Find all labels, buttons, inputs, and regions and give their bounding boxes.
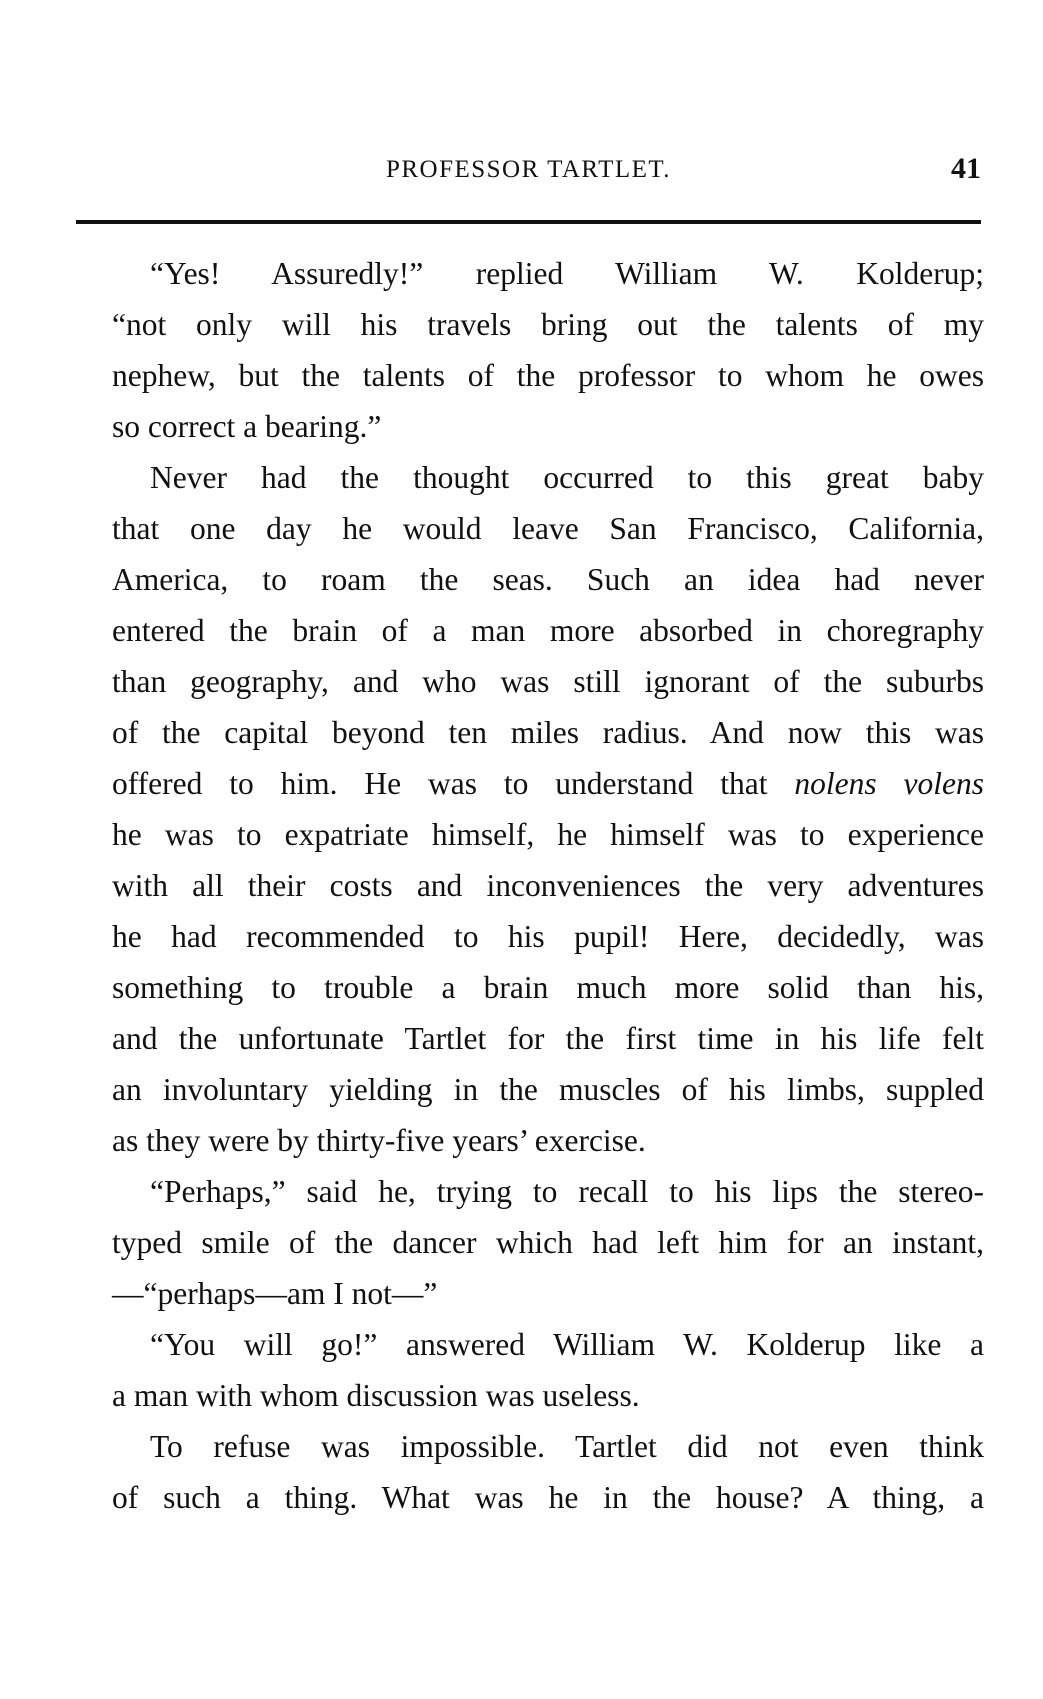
- text-line: nephew, but the talents of the professor to whom he owes: [112, 358, 984, 393]
- text-line: “not only will his travels bring out the talents of my: [112, 307, 984, 342]
- paragraph: [74, 248, 984, 452]
- text-line: than geography, and who was still ignorant of the suburbs: [112, 664, 984, 699]
- text-line: a man with whom discussion was useless.: [112, 1378, 640, 1413]
- text-line: of such a thing. What was he in the house? A thing, a: [112, 1480, 984, 1515]
- text-line: that one day he would leave San Francisco, California,: [112, 511, 984, 546]
- body-text: [74, 248, 984, 1523]
- header-rule: [76, 220, 981, 224]
- paragraph: [74, 1421, 984, 1523]
- text-line: Never had the thought occurred to this great baby: [150, 460, 984, 495]
- text-line: “You will go!” answered William W. Kolderup like a: [150, 1327, 984, 1362]
- text-line: entered the brain of a man more absorbed in choregraphy: [112, 613, 984, 648]
- text-line: To refuse was impossible. Tartlet did not even think: [150, 1429, 984, 1464]
- text-line: and the unfortunate Tartlet for the first time in his life felt: [112, 1021, 984, 1056]
- text-line: an involuntary yielding in the muscles of his limbs, suppled: [112, 1072, 984, 1107]
- text-line: “Yes! Assuredly!” replied William W. Kolderup;: [150, 256, 984, 291]
- text-line: [74, 758, 984, 809]
- text-line: typed smile of the dancer which had left him for an instant,: [112, 1225, 984, 1260]
- italic-phrase: nolens volens: [794, 766, 984, 801]
- text-line: something to trouble a brain much more solid than his,: [112, 970, 984, 1005]
- text-line: so correct a bearing.”: [112, 409, 382, 444]
- text-segment: offered to him. He was to understand that: [112, 766, 795, 801]
- text-line: he had recommended to his pupil! Here, decidedly, was: [112, 919, 984, 954]
- running-title: PROFESSOR TARTLET.: [385, 156, 672, 183]
- text-line: “Perhaps,” said he, trying to recall to his lips the stereo-: [150, 1174, 984, 1209]
- page-number: 41: [951, 152, 981, 185]
- text-line: —“perhaps—am I not—”: [112, 1276, 438, 1311]
- paragraph: [74, 1166, 984, 1319]
- text-line: he was to expatriate himself, he himself was to experience: [112, 817, 984, 852]
- page-header: [76, 150, 981, 190]
- paragraph: [74, 1319, 984, 1421]
- paragraph: [74, 452, 984, 1166]
- text-line: as they were by thirty-five years’ exercise.: [112, 1123, 646, 1158]
- text-line: with all their costs and inconveniences the very adventures: [112, 868, 984, 903]
- text-line: of the capital beyond ten miles radius. And now this was: [112, 715, 984, 750]
- text-line: America, to roam the seas. Such an idea had never: [112, 562, 984, 597]
